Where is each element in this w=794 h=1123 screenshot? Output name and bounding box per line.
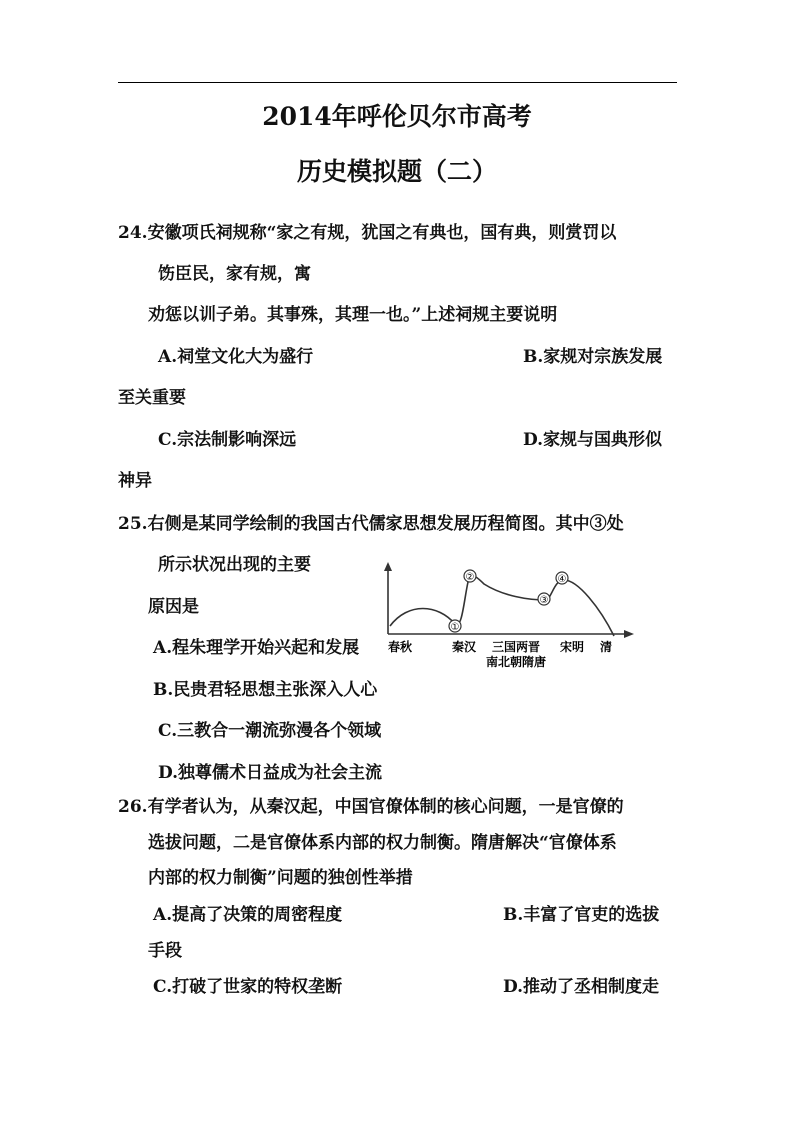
diagram-curve bbox=[390, 576, 614, 636]
q25-stem-line1: 25.右侧是某同学绘制的我国古代儒家思想发展历程简图。其中③处 bbox=[118, 514, 624, 534]
confucianism-development-diagram bbox=[378, 560, 640, 672]
marker-2: ② bbox=[465, 572, 475, 583]
header-rule bbox=[118, 82, 677, 83]
q25-option-d: D.独尊儒术日益成为社会主流 bbox=[158, 763, 383, 783]
q26-stem-line3: 内部的权力制衡”问题的独创性举措 bbox=[148, 868, 413, 888]
exam-title: 2014年呼伦贝尔市高考 bbox=[262, 102, 532, 131]
q26-option-d: D.推动了丞相制度走 bbox=[503, 977, 660, 997]
marker-3: ③ bbox=[539, 595, 549, 606]
exam-subtitle: 历史模拟题（二） bbox=[296, 157, 497, 186]
q25-option-c: C.三教合一潮流弥漫各个领域 bbox=[158, 721, 382, 741]
q24-option-a: A.祠堂文化大为盛行 bbox=[158, 347, 314, 367]
q24-option-d: D.家规与国典形似 bbox=[523, 430, 663, 450]
axis-label-qinhan: 秦汉 bbox=[452, 640, 477, 654]
q24-stem-line3: 劝惩以训子弟。其事殊，其理一也。”上述祠规主要说明 bbox=[148, 305, 558, 325]
marker-1: ① bbox=[450, 622, 460, 633]
q25-option-a: A.程朱理学开始兴起和发展 bbox=[153, 638, 360, 658]
q26-option-a: A.提高了决策的周密程度 bbox=[153, 905, 343, 925]
q25-stem-line3: 原因是 bbox=[148, 597, 199, 617]
q26-option-b: B.丰富了官吏的选拔 bbox=[503, 905, 660, 925]
q26-stem-line2: 选拔问题，二是官僚体系内部的权力制衡。隋唐解决“官僚体系 bbox=[148, 833, 617, 853]
axis-label-chunqiu: 春秋 bbox=[388, 640, 413, 654]
q24-option-c: C.宗法制影响深远 bbox=[158, 430, 297, 450]
q24-stem-line1: 24.安徽项氏祠规称“家之有规，犹国之有典也，国有典，则赏罚以 bbox=[118, 223, 617, 243]
q24-option-b-cont: 至关重要 bbox=[118, 388, 186, 408]
q25-option-b: B.民贵君轻思想主张深入人心 bbox=[153, 680, 378, 700]
marker-4: ④ bbox=[557, 574, 567, 585]
q26-stem-line1: 26.有学者认为，从秦汉起，中国官僚体制的核心问题，一是官僚的 bbox=[118, 797, 624, 817]
diagram-y-axis-arrow bbox=[384, 562, 392, 571]
axis-label-sanguo-liangjin: 三国两晋 bbox=[492, 640, 541, 654]
q26-option-c: C.打破了世家的特权垄断 bbox=[153, 977, 343, 997]
q24-option-b: B.家规对宗族发展 bbox=[523, 347, 663, 367]
axis-label-qing: 清 bbox=[600, 640, 613, 654]
axis-label-songming: 宋明 bbox=[560, 640, 585, 654]
q24-option-d-cont: 神异 bbox=[118, 471, 152, 491]
q25-stem-line2: 所示状况出现的主要 bbox=[158, 555, 311, 575]
diagram-x-axis-arrow bbox=[624, 630, 634, 638]
q26-option-b-cont: 手段 bbox=[148, 941, 182, 961]
axis-sublabel-nanbeichao-suitang: 南北朝隋唐 bbox=[486, 655, 547, 669]
q24-stem-line2: 饬臣民，家有规，寓 bbox=[158, 264, 311, 284]
